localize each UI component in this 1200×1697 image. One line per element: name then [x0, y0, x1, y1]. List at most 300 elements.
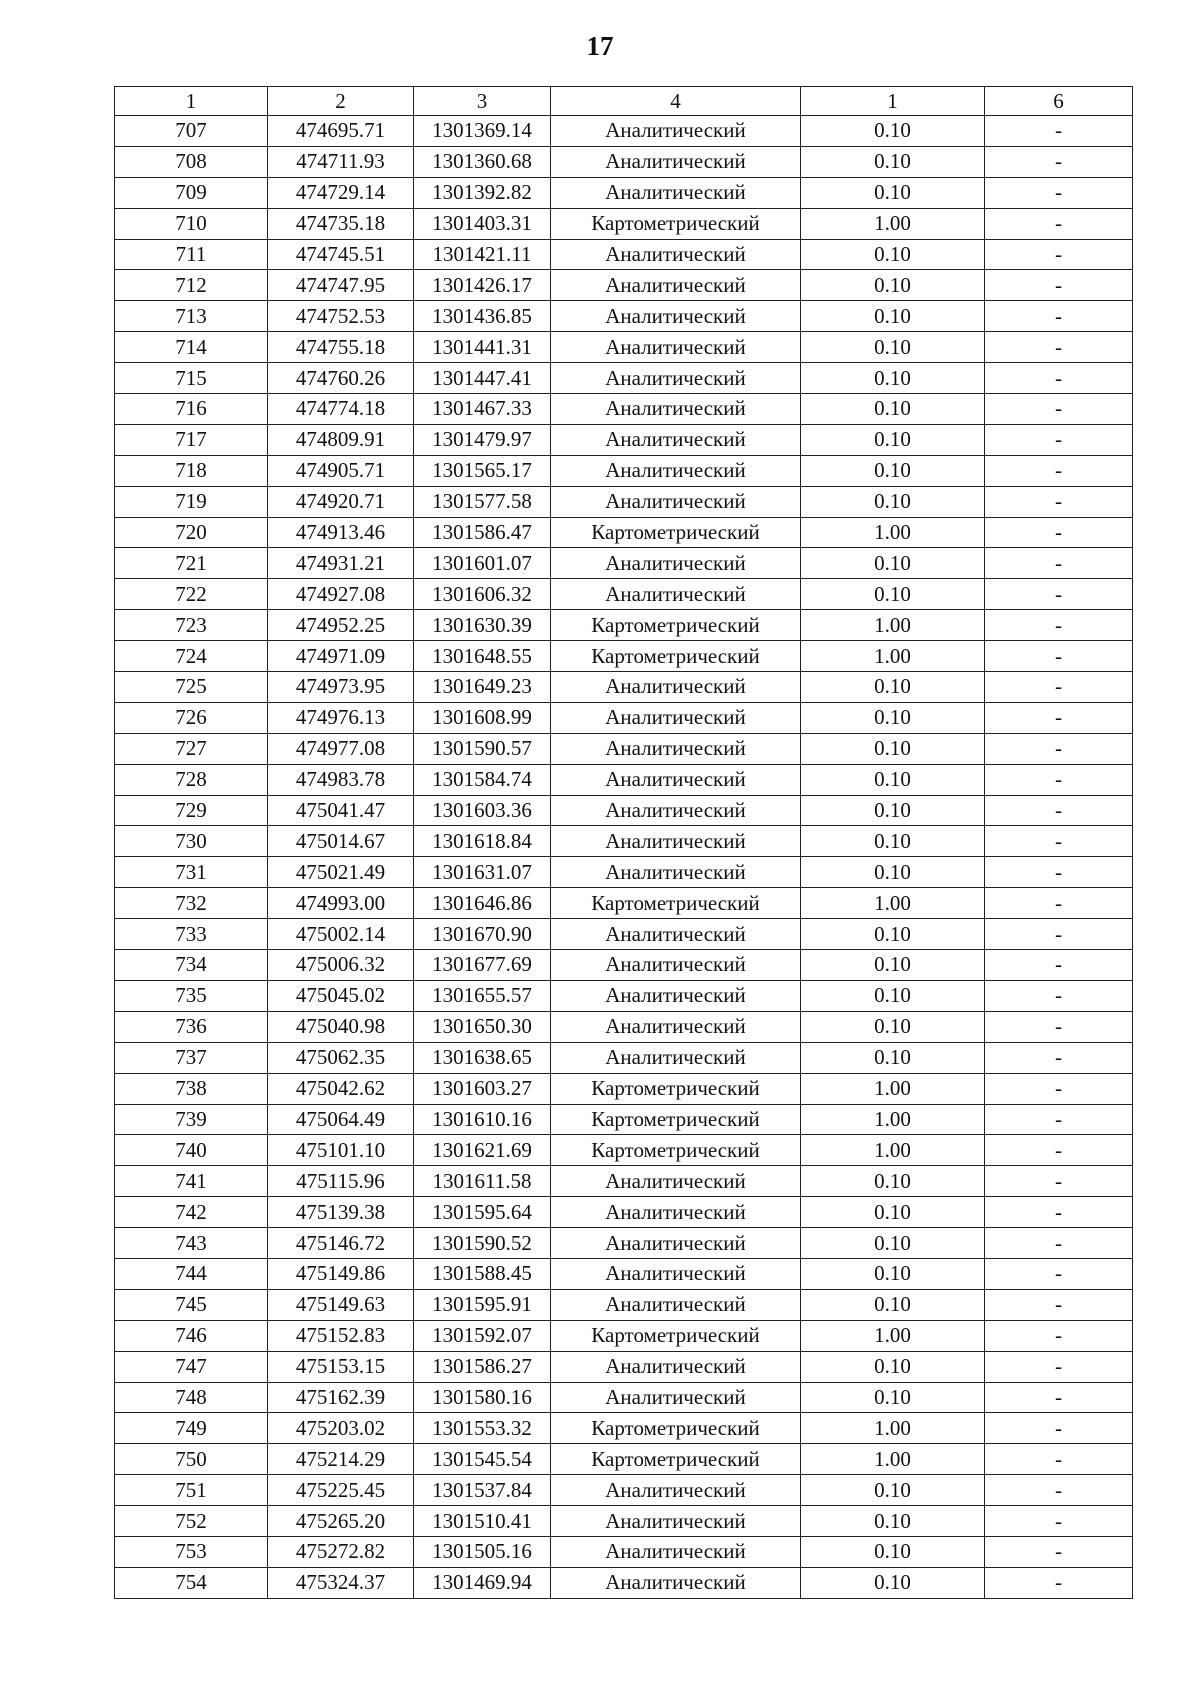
- note-cell: -: [985, 579, 1133, 610]
- y-coordinate-cell: 1301577.58: [414, 486, 551, 517]
- table-row: [115, 146, 1133, 177]
- point-number-cell: 738: [115, 1073, 268, 1104]
- accuracy-cell: 0.10: [801, 270, 985, 301]
- point-number-cell: 735: [115, 980, 268, 1011]
- table-row: [115, 641, 1133, 672]
- accuracy-cell: 0.10: [801, 177, 985, 208]
- y-coordinate-cell: 1301595.91: [414, 1289, 551, 1320]
- x-coordinate-cell: 475115.96: [268, 1166, 414, 1197]
- note-cell: -: [985, 1567, 1133, 1598]
- x-coordinate-cell: 475272.82: [268, 1536, 414, 1567]
- method-cell: Картометрический: [551, 1444, 801, 1475]
- accuracy-cell: 0.10: [801, 1197, 985, 1228]
- table-row: [115, 1567, 1133, 1598]
- x-coordinate-cell: 475101.10: [268, 1135, 414, 1166]
- column-header: 1: [115, 87, 268, 116]
- table-row: [115, 826, 1133, 857]
- note-cell: -: [985, 1536, 1133, 1567]
- note-cell: -: [985, 517, 1133, 548]
- y-coordinate-cell: 1301545.54: [414, 1444, 551, 1475]
- point-number-cell: 746: [115, 1320, 268, 1351]
- note-cell: -: [985, 116, 1133, 147]
- point-number-cell: 733: [115, 919, 268, 950]
- note-cell: -: [985, 641, 1133, 672]
- table-row: [115, 1320, 1133, 1351]
- x-coordinate-cell: 475045.02: [268, 980, 414, 1011]
- accuracy-cell: 0.10: [801, 1228, 985, 1259]
- table-row: [115, 579, 1133, 610]
- accuracy-cell: 1.00: [801, 641, 985, 672]
- point-number-cell: 734: [115, 950, 268, 981]
- method-cell: Аналитический: [551, 1536, 801, 1567]
- note-cell: -: [985, 702, 1133, 733]
- point-number-cell: 707: [115, 116, 268, 147]
- method-cell: Аналитический: [551, 177, 801, 208]
- method-cell: Картометрический: [551, 517, 801, 548]
- x-coordinate-cell: 475162.39: [268, 1382, 414, 1413]
- table-row: [115, 1351, 1133, 1382]
- note-cell: -: [985, 1444, 1133, 1475]
- method-cell: Аналитический: [551, 702, 801, 733]
- note-cell: -: [985, 1228, 1133, 1259]
- x-coordinate-cell: 474920.71: [268, 486, 414, 517]
- table-row: [115, 116, 1133, 147]
- note-cell: -: [985, 208, 1133, 239]
- accuracy-cell: 0.10: [801, 1382, 985, 1413]
- method-cell: Картометрический: [551, 1413, 801, 1444]
- y-coordinate-cell: 1301580.16: [414, 1382, 551, 1413]
- accuracy-cell: 0.10: [801, 486, 985, 517]
- note-cell: -: [985, 826, 1133, 857]
- accuracy-cell: 1.00: [801, 610, 985, 641]
- x-coordinate-cell: 474976.13: [268, 702, 414, 733]
- point-number-cell: 742: [115, 1197, 268, 1228]
- note-cell: -: [985, 177, 1133, 208]
- method-cell: Аналитический: [551, 980, 801, 1011]
- x-coordinate-cell: 474752.53: [268, 301, 414, 332]
- note-cell: -: [985, 394, 1133, 425]
- y-coordinate-cell: 1301584.74: [414, 764, 551, 795]
- x-coordinate-cell: 475149.86: [268, 1258, 414, 1289]
- table-row: [115, 764, 1133, 795]
- accuracy-cell: 0.10: [801, 702, 985, 733]
- table-row: [115, 610, 1133, 641]
- x-coordinate-cell: 475152.83: [268, 1320, 414, 1351]
- accuracy-cell: 0.10: [801, 795, 985, 826]
- note-cell: -: [985, 1506, 1133, 1537]
- y-coordinate-cell: 1301670.90: [414, 919, 551, 950]
- x-coordinate-cell: 474745.51: [268, 239, 414, 270]
- note-cell: -: [985, 919, 1133, 950]
- y-coordinate-cell: 1301646.86: [414, 888, 551, 919]
- table-row: [115, 1166, 1133, 1197]
- y-coordinate-cell: 1301467.33: [414, 394, 551, 425]
- accuracy-cell: 0.10: [801, 548, 985, 579]
- accuracy-cell: 1.00: [801, 1104, 985, 1135]
- point-number-cell: 743: [115, 1228, 268, 1259]
- note-cell: -: [985, 1042, 1133, 1073]
- point-number-cell: 745: [115, 1289, 268, 1320]
- table-row: [115, 795, 1133, 826]
- method-cell: Аналитический: [551, 672, 801, 703]
- table-row: [115, 1506, 1133, 1537]
- x-coordinate-cell: 474809.91: [268, 424, 414, 455]
- method-cell: Аналитический: [551, 826, 801, 857]
- y-coordinate-cell: 1301649.23: [414, 672, 551, 703]
- point-number-cell: 744: [115, 1258, 268, 1289]
- y-coordinate-cell: 1301603.27: [414, 1073, 551, 1104]
- note-cell: -: [985, 1351, 1133, 1382]
- table-row: [115, 702, 1133, 733]
- y-coordinate-cell: 1301608.99: [414, 702, 551, 733]
- y-coordinate-cell: 1301426.17: [414, 270, 551, 301]
- accuracy-cell: 0.10: [801, 1536, 985, 1567]
- y-coordinate-cell: 1301606.32: [414, 579, 551, 610]
- note-cell: -: [985, 1073, 1133, 1104]
- note-cell: -: [985, 980, 1133, 1011]
- method-cell: Аналитический: [551, 1228, 801, 1259]
- method-cell: Аналитический: [551, 1289, 801, 1320]
- x-coordinate-cell: 474927.08: [268, 579, 414, 610]
- table-row: [115, 950, 1133, 981]
- table-row: [115, 1228, 1133, 1259]
- x-coordinate-cell: 475153.15: [268, 1351, 414, 1382]
- x-coordinate-cell: 475006.32: [268, 950, 414, 981]
- method-cell: Картометрический: [551, 208, 801, 239]
- accuracy-cell: 0.10: [801, 1042, 985, 1073]
- note-cell: -: [985, 1011, 1133, 1042]
- point-number-cell: 711: [115, 239, 268, 270]
- method-cell: Картометрический: [551, 1104, 801, 1135]
- note-cell: -: [985, 424, 1133, 455]
- note-cell: -: [985, 888, 1133, 919]
- x-coordinate-cell: 474774.18: [268, 394, 414, 425]
- coordinates-table: [114, 86, 1133, 1599]
- point-number-cell: 713: [115, 301, 268, 332]
- x-coordinate-cell: 474977.08: [268, 733, 414, 764]
- accuracy-cell: 0.10: [801, 239, 985, 270]
- note-cell: -: [985, 1197, 1133, 1228]
- accuracy-cell: 1.00: [801, 1444, 985, 1475]
- note-cell: -: [985, 795, 1133, 826]
- column-header: 1: [801, 87, 985, 116]
- y-coordinate-cell: 1301638.65: [414, 1042, 551, 1073]
- table-body: [115, 116, 1133, 1599]
- y-coordinate-cell: 1301537.84: [414, 1475, 551, 1506]
- table-header-row: [115, 87, 1133, 116]
- note-cell: -: [985, 548, 1133, 579]
- note-cell: -: [985, 1104, 1133, 1135]
- note-cell: -: [985, 270, 1133, 301]
- method-cell: Картометрический: [551, 610, 801, 641]
- point-number-cell: 739: [115, 1104, 268, 1135]
- y-coordinate-cell: 1301618.84: [414, 826, 551, 857]
- x-coordinate-cell: 474952.25: [268, 610, 414, 641]
- method-cell: Аналитический: [551, 548, 801, 579]
- accuracy-cell: 1.00: [801, 1413, 985, 1444]
- method-cell: Аналитический: [551, 1166, 801, 1197]
- table-row: [115, 1073, 1133, 1104]
- accuracy-cell: 0.10: [801, 146, 985, 177]
- point-number-cell: 753: [115, 1536, 268, 1567]
- x-coordinate-cell: 475041.47: [268, 795, 414, 826]
- x-coordinate-cell: 475064.49: [268, 1104, 414, 1135]
- x-coordinate-cell: 475021.49: [268, 857, 414, 888]
- accuracy-cell: 1.00: [801, 888, 985, 919]
- method-cell: Аналитический: [551, 919, 801, 950]
- accuracy-cell: 0.10: [801, 332, 985, 363]
- note-cell: -: [985, 1166, 1133, 1197]
- y-coordinate-cell: 1301590.52: [414, 1228, 551, 1259]
- table-row: [115, 517, 1133, 548]
- y-coordinate-cell: 1301392.82: [414, 177, 551, 208]
- accuracy-cell: 0.10: [801, 857, 985, 888]
- y-coordinate-cell: 1301588.45: [414, 1258, 551, 1289]
- point-number-cell: 714: [115, 332, 268, 363]
- y-coordinate-cell: 1301595.64: [414, 1197, 551, 1228]
- point-number-cell: 712: [115, 270, 268, 301]
- note-cell: -: [985, 610, 1133, 641]
- accuracy-cell: 1.00: [801, 1073, 985, 1104]
- method-cell: Аналитический: [551, 1258, 801, 1289]
- method-cell: Аналитический: [551, 795, 801, 826]
- point-number-cell: 719: [115, 486, 268, 517]
- y-coordinate-cell: 1301590.57: [414, 733, 551, 764]
- y-coordinate-cell: 1301611.58: [414, 1166, 551, 1197]
- accuracy-cell: 1.00: [801, 1135, 985, 1166]
- note-cell: -: [985, 455, 1133, 486]
- x-coordinate-cell: 474755.18: [268, 332, 414, 363]
- table-row: [115, 888, 1133, 919]
- y-coordinate-cell: 1301603.36: [414, 795, 551, 826]
- method-cell: Аналитический: [551, 1197, 801, 1228]
- method-cell: Аналитический: [551, 857, 801, 888]
- page-number: 17: [586, 31, 614, 61]
- point-number-cell: 750: [115, 1444, 268, 1475]
- point-number-cell: 731: [115, 857, 268, 888]
- table-row: [115, 486, 1133, 517]
- point-number-cell: 708: [115, 146, 268, 177]
- table-row: [115, 1011, 1133, 1042]
- x-coordinate-cell: 475042.62: [268, 1073, 414, 1104]
- point-number-cell: 720: [115, 517, 268, 548]
- y-coordinate-cell: 1301610.16: [414, 1104, 551, 1135]
- x-coordinate-cell: 474905.71: [268, 455, 414, 486]
- method-cell: Аналитический: [551, 733, 801, 764]
- y-coordinate-cell: 1301441.31: [414, 332, 551, 363]
- y-coordinate-cell: 1301565.17: [414, 455, 551, 486]
- accuracy-cell: 0.10: [801, 1567, 985, 1598]
- point-number-cell: 737: [115, 1042, 268, 1073]
- note-cell: -: [985, 146, 1133, 177]
- x-coordinate-cell: 474711.93: [268, 146, 414, 177]
- table-row: [115, 857, 1133, 888]
- accuracy-cell: 0.10: [801, 733, 985, 764]
- note-cell: -: [985, 363, 1133, 394]
- x-coordinate-cell: 474983.78: [268, 764, 414, 795]
- point-number-cell: 716: [115, 394, 268, 425]
- method-cell: Аналитический: [551, 1042, 801, 1073]
- table-row: [115, 270, 1133, 301]
- y-coordinate-cell: 1301586.47: [414, 517, 551, 548]
- point-number-cell: 710: [115, 208, 268, 239]
- accuracy-cell: 0.10: [801, 1166, 985, 1197]
- accuracy-cell: 0.10: [801, 579, 985, 610]
- note-cell: -: [985, 239, 1133, 270]
- x-coordinate-cell: 474971.09: [268, 641, 414, 672]
- method-cell: Аналитический: [551, 950, 801, 981]
- method-cell: Аналитический: [551, 1567, 801, 1598]
- table-row: [115, 980, 1133, 1011]
- x-coordinate-cell: 474993.00: [268, 888, 414, 919]
- x-coordinate-cell: 475214.29: [268, 1444, 414, 1475]
- point-number-cell: 721: [115, 548, 268, 579]
- note-cell: -: [985, 1289, 1133, 1320]
- method-cell: Аналитический: [551, 1382, 801, 1413]
- y-coordinate-cell: 1301677.69: [414, 950, 551, 981]
- accuracy-cell: 0.10: [801, 301, 985, 332]
- y-coordinate-cell: 1301601.07: [414, 548, 551, 579]
- point-number-cell: 736: [115, 1011, 268, 1042]
- y-coordinate-cell: 1301553.32: [414, 1413, 551, 1444]
- method-cell: Картометрический: [551, 1073, 801, 1104]
- table-row: [115, 1536, 1133, 1567]
- point-number-cell: 752: [115, 1506, 268, 1537]
- column-header: 3: [414, 87, 551, 116]
- point-number-cell: 741: [115, 1166, 268, 1197]
- x-coordinate-cell: 474913.46: [268, 517, 414, 548]
- y-coordinate-cell: 1301436.85: [414, 301, 551, 332]
- x-coordinate-cell: 474973.95: [268, 672, 414, 703]
- method-cell: Аналитический: [551, 394, 801, 425]
- point-number-cell: 740: [115, 1135, 268, 1166]
- note-cell: -: [985, 301, 1133, 332]
- table-row: [115, 548, 1133, 579]
- y-coordinate-cell: 1301592.07: [414, 1320, 551, 1351]
- accuracy-cell: 0.10: [801, 1289, 985, 1320]
- note-cell: -: [985, 1413, 1133, 1444]
- accuracy-cell: 0.10: [801, 980, 985, 1011]
- table-row: [115, 1382, 1133, 1413]
- x-coordinate-cell: 475146.72: [268, 1228, 414, 1259]
- point-number-cell: 747: [115, 1351, 268, 1382]
- y-coordinate-cell: 1301369.14: [414, 116, 551, 147]
- y-coordinate-cell: 1301650.30: [414, 1011, 551, 1042]
- y-coordinate-cell: 1301621.69: [414, 1135, 551, 1166]
- note-cell: -: [985, 1258, 1133, 1289]
- column-header: 4: [551, 87, 801, 116]
- x-coordinate-cell: 474931.21: [268, 548, 414, 579]
- method-cell: Аналитический: [551, 764, 801, 795]
- note-cell: -: [985, 1382, 1133, 1413]
- table-row: [115, 301, 1133, 332]
- table-row: [115, 177, 1133, 208]
- point-number-cell: 730: [115, 826, 268, 857]
- x-coordinate-cell: 475225.45: [268, 1475, 414, 1506]
- note-cell: -: [985, 1320, 1133, 1351]
- x-coordinate-cell: 474729.14: [268, 177, 414, 208]
- accuracy-cell: 1.00: [801, 517, 985, 548]
- point-number-cell: 727: [115, 733, 268, 764]
- x-coordinate-cell: 474735.18: [268, 208, 414, 239]
- accuracy-cell: 0.10: [801, 424, 985, 455]
- point-number-cell: 709: [115, 177, 268, 208]
- point-number-cell: 725: [115, 672, 268, 703]
- x-coordinate-cell: 475324.37: [268, 1567, 414, 1598]
- accuracy-cell: 0.10: [801, 826, 985, 857]
- method-cell: Аналитический: [551, 486, 801, 517]
- table-row: [115, 733, 1133, 764]
- method-cell: Аналитический: [551, 363, 801, 394]
- method-cell: Аналитический: [551, 332, 801, 363]
- y-coordinate-cell: 1301403.31: [414, 208, 551, 239]
- note-cell: -: [985, 672, 1133, 703]
- accuracy-cell: 0.10: [801, 1506, 985, 1537]
- x-coordinate-cell: 475139.38: [268, 1197, 414, 1228]
- point-number-cell: 724: [115, 641, 268, 672]
- method-cell: Аналитический: [551, 424, 801, 455]
- method-cell: Аналитический: [551, 116, 801, 147]
- accuracy-cell: 0.10: [801, 455, 985, 486]
- table-row: [115, 672, 1133, 703]
- accuracy-cell: 0.10: [801, 1475, 985, 1506]
- point-number-cell: 732: [115, 888, 268, 919]
- method-cell: Аналитический: [551, 1506, 801, 1537]
- method-cell: Картометрический: [551, 1320, 801, 1351]
- point-number-cell: 749: [115, 1413, 268, 1444]
- x-coordinate-cell: 475040.98: [268, 1011, 414, 1042]
- table-row: [115, 394, 1133, 425]
- y-coordinate-cell: 1301447.41: [414, 363, 551, 394]
- y-coordinate-cell: 1301469.94: [414, 1567, 551, 1598]
- accuracy-cell: 0.10: [801, 1351, 985, 1382]
- x-coordinate-cell: 474695.71: [268, 116, 414, 147]
- table-row: [115, 332, 1133, 363]
- y-coordinate-cell: 1301586.27: [414, 1351, 551, 1382]
- point-number-cell: 728: [115, 764, 268, 795]
- table-row: [115, 363, 1133, 394]
- table-row: [115, 208, 1133, 239]
- x-coordinate-cell: 475149.63: [268, 1289, 414, 1320]
- note-cell: -: [985, 1135, 1133, 1166]
- y-coordinate-cell: 1301479.97: [414, 424, 551, 455]
- accuracy-cell: 0.10: [801, 116, 985, 147]
- y-coordinate-cell: 1301510.41: [414, 1506, 551, 1537]
- accuracy-cell: 0.10: [801, 1258, 985, 1289]
- accuracy-cell: 0.10: [801, 919, 985, 950]
- method-cell: Аналитический: [551, 301, 801, 332]
- y-coordinate-cell: 1301648.55: [414, 641, 551, 672]
- method-cell: Аналитический: [551, 1475, 801, 1506]
- point-number-cell: 718: [115, 455, 268, 486]
- x-coordinate-cell: 475002.14: [268, 919, 414, 950]
- column-header: 6: [985, 87, 1133, 116]
- x-coordinate-cell: 475062.35: [268, 1042, 414, 1073]
- table-row: [115, 1104, 1133, 1135]
- y-coordinate-cell: 1301630.39: [414, 610, 551, 641]
- point-number-cell: 726: [115, 702, 268, 733]
- point-number-cell: 717: [115, 424, 268, 455]
- method-cell: Аналитический: [551, 1011, 801, 1042]
- method-cell: Аналитический: [551, 239, 801, 270]
- point-number-cell: 722: [115, 579, 268, 610]
- method-cell: Аналитический: [551, 579, 801, 610]
- table-row: [115, 1135, 1133, 1166]
- note-cell: -: [985, 1475, 1133, 1506]
- accuracy-cell: 0.10: [801, 394, 985, 425]
- accuracy-cell: 0.10: [801, 672, 985, 703]
- method-cell: Аналитический: [551, 1351, 801, 1382]
